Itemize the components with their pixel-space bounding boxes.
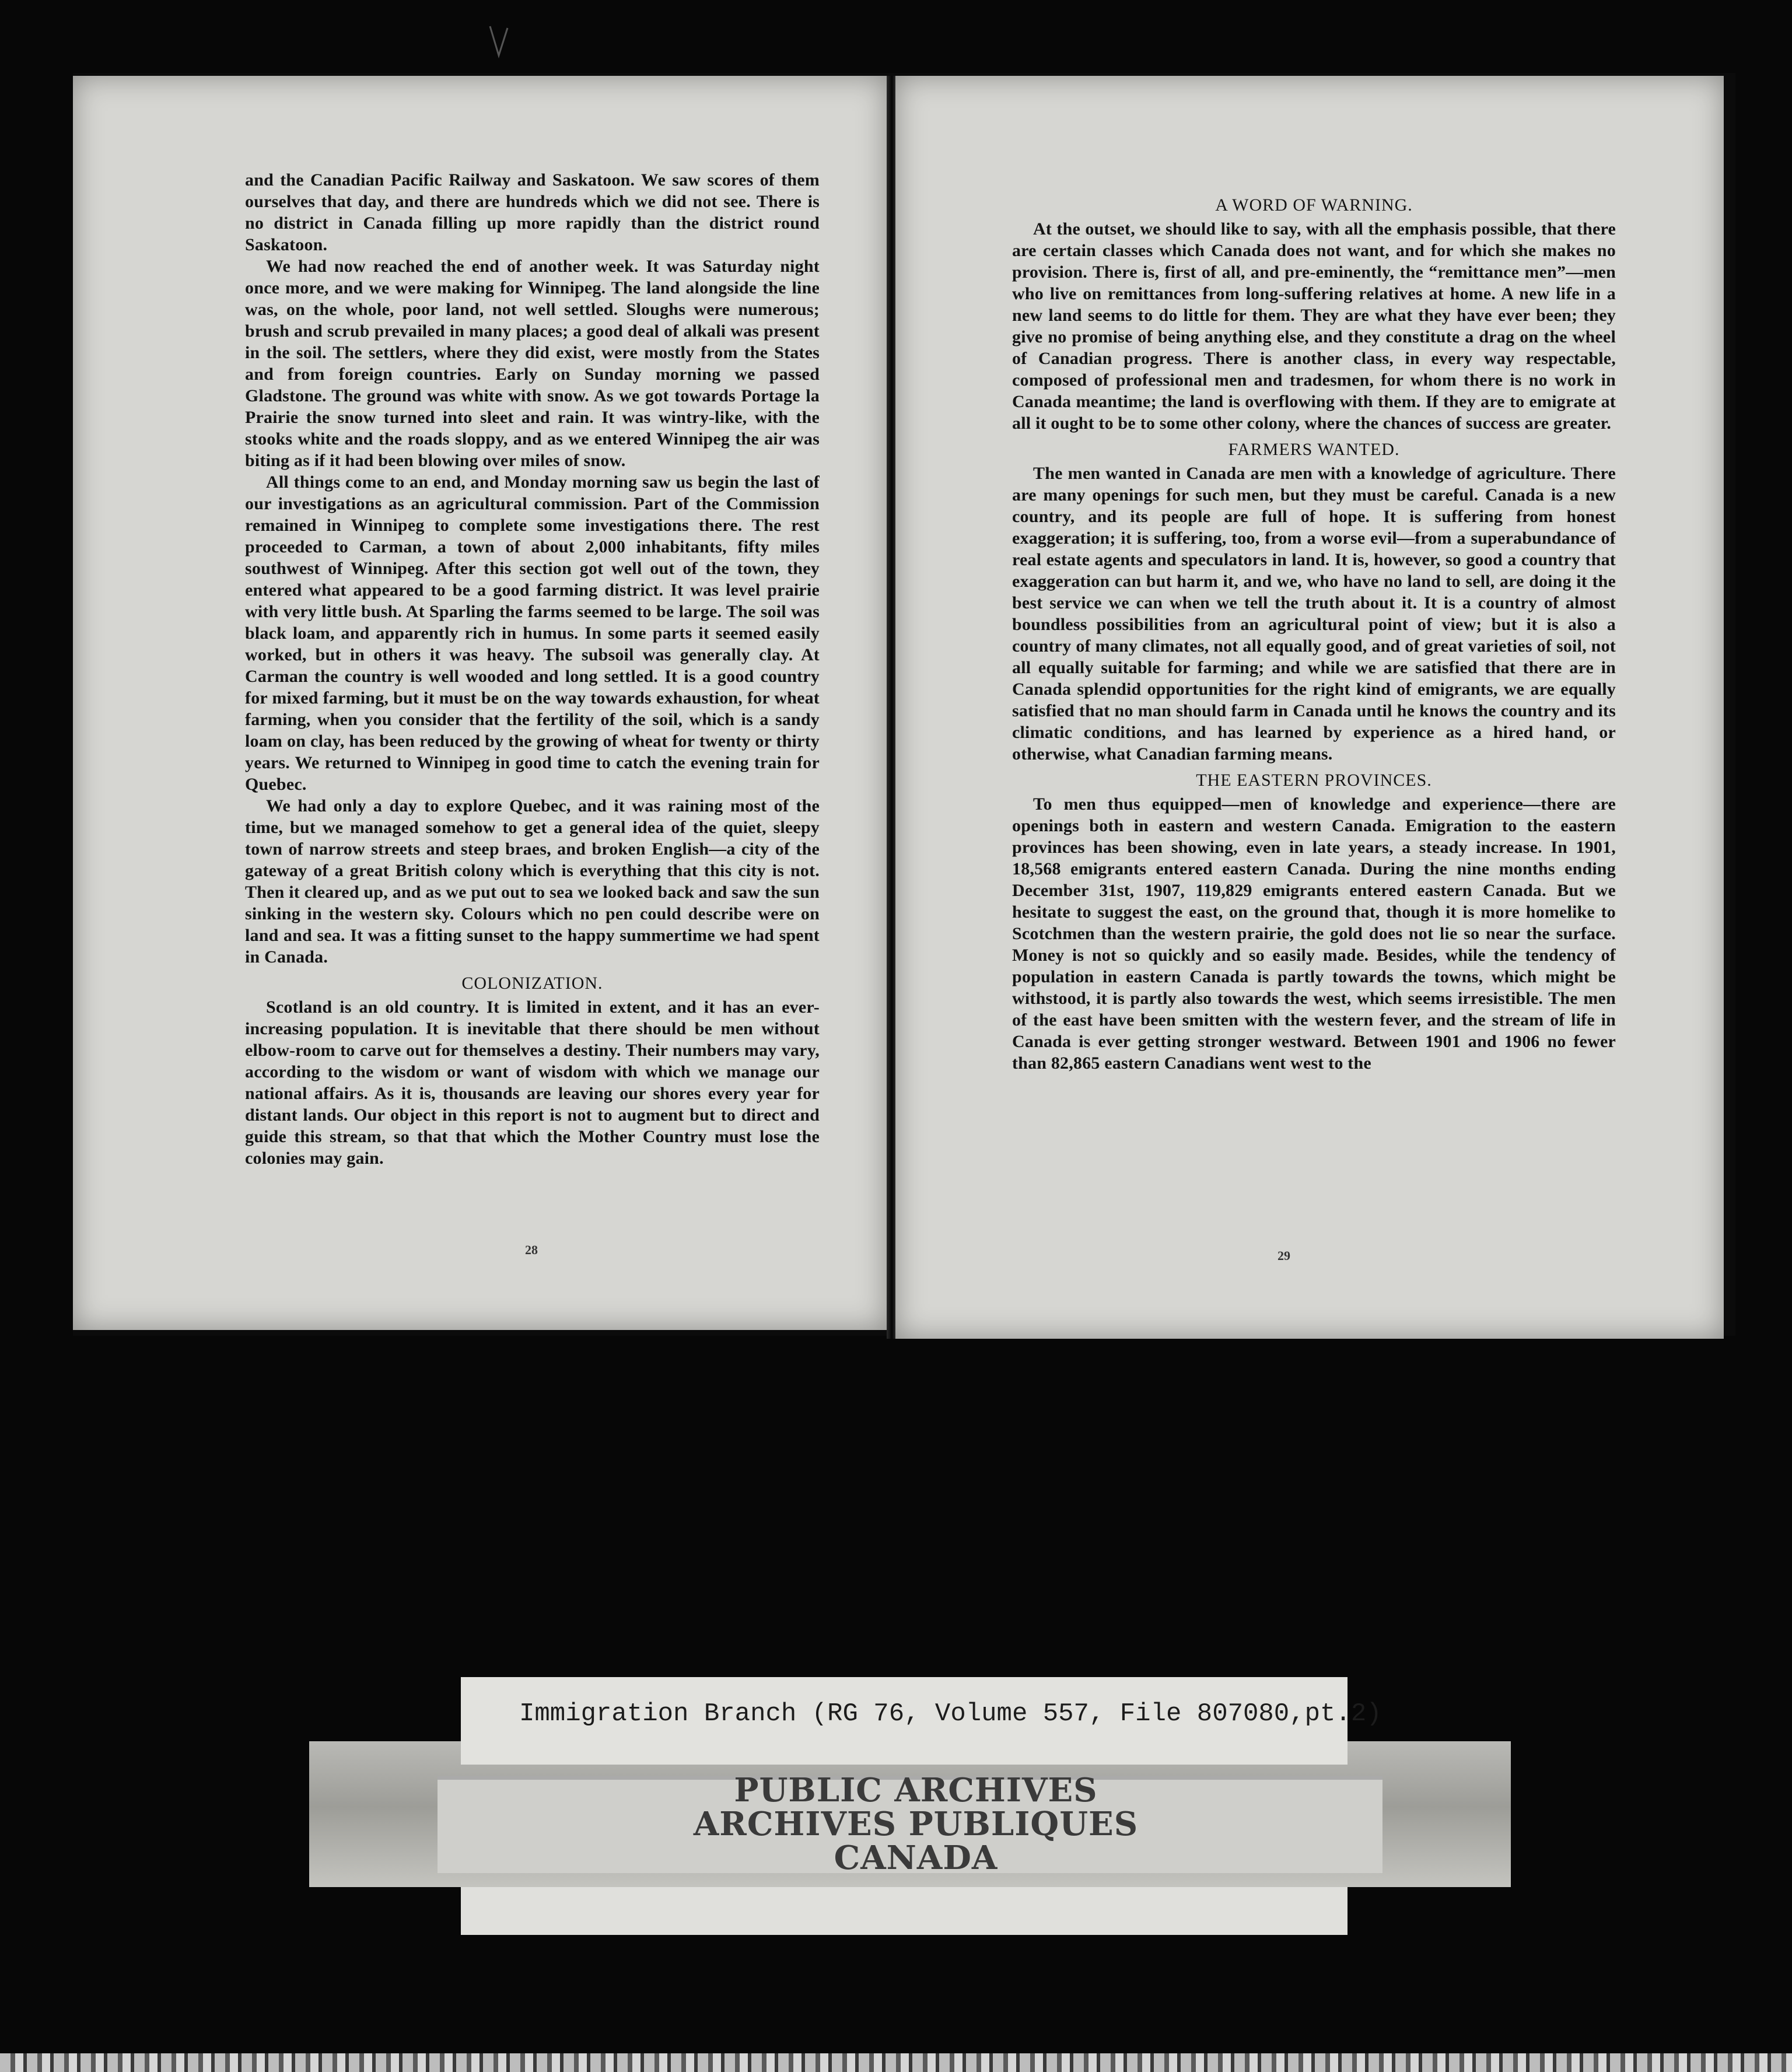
left-page-text xyxy=(245,169,820,1169)
film-edge xyxy=(0,2053,1792,2072)
page-number: 28 xyxy=(525,1242,538,1257)
paragraph: At the outset, we should like to say, with all the emphasis possible, that there are certain classes which Canada does not want, and for which she makes no provision. There is, first of all, and pre-eminently, the “remittance men”—men who live on remittances from long-suffering relatives at home. A new life in a new land seems to do little for them. They are what they have ever been; they give no promise of being anything else, and they constitute a drag on the wheel of Canadian progress. There is another class, in every way respectable, composed of professional men and tradesmen, for whom there is no work in Canada meantime; the land is overflowing with them. If they are to emigrate at all it ought to be to some other colony, where the chances of success are greater. xyxy=(1012,219,1616,433)
archive-reference-card xyxy=(461,1677,1382,1765)
paragraph: To men thus equipped—men of knowledge and experience—there are openings both in eastern and western Canada. Emigration to the eastern provinces has been showing, even in late years, a steady increase. In 1901, 18,568 emigrants entered eastern Canada. During the nine months ending December 31st, 1907, 119,829 emigrants entered eastern Canada. But we hesitate to suggest the east, on the ground that, though it is more homelike to Scotchmen than the western prairie, the gold does not lie so near the surface. Money is not so quickly and so easily made. Besides, while the tendency of population in eastern Canada is partly towards the towns, which might be withstood, it is partly also towards the west, which seems irresistible. The men of the east have been smitten with the western fever, and the stream of life in Canada is ever getting stronger westward. Between 1901 and 1906 no fewer than 82,865 eastern Canadians went west to the xyxy=(1012,794,1616,1073)
paragraph: All things come to an end, and Monday morning saw us begin the last of our investigations as an agricultural commission. Part of the Commission remained in Winnipeg to complete some investigations there. The rest proceeded to Carman, a town of about 2,000 inhabitants, fifty miles southwest of Winnipeg. After this section got well out of the town, they entered what appeared to be a good farming district. It was level prairie with very little bush. At Sparling the farms seemed to be large. The soil was black loam, and apparently rich in humus. In some parts it seemed easily worked, but in others it was heavy. The subsoil was generally clay. At Carman the country is well wooded and long settled. It is a good country for mixed farming, but it must be on the way towards exhaustion, for wheat farming, when you consider that the fertility of the soil, which is a sandy loam on clay, has been reduced by the growing of wheat for twenty or thirty years. We returned to Winnipeg in good time to catch the evening train for Quebec. xyxy=(245,473,820,794)
section-heading: FARMERS WANTED. xyxy=(1228,440,1400,459)
paragraph: We had now reached the end of another week. It was Saturday night once more, and we were making for Winnipeg. The land alongside the line was, on the whole, poor land, not well settled. Sloughs were numerous; brush and scrub prevailed in many places; a good deal of alkali was present in the soil. The settlers, where they did exist, were mostly from the States and from foreign countries. Early on Sunday morning we passed Gladstone. The ground was white with snow. As we got towards Portage la Prairie the snow turned into sleet and rain. It was wintry-like, with the stooks white and the roads sloppy, and as we entered Winnipeg the air was biting as if it had been blowing over miles of snow. xyxy=(245,257,820,470)
page-number: 29 xyxy=(1278,1248,1290,1263)
paragraph: The men wanted in Canada are men with a knowledge of agriculture. There are many openings for such men, but they must be careful. Canada is a new country, and its people are full of hope. It is suffering from honest exaggeration; it is suffering, too, from a worse evil—from a superabundance of real estate agents and speculators in land. It is, however, so good a country that exaggeration can but harm it, and we, who have no land to sell, are doing it the best service we can when we tell the truth about it. It is a country of almost boundless possibilities from an agricultural point of view; but it is also a country of many climates, not all equally good, and of great varieties of soil, not all equally suitable for farming; and while we are satisfied that there are in Canada splendid opportunities for the right kind of emigrants, we are equally satisfied that no man should farm in Canada until he knows the country and its climatic conditions, and has learned by experience as a hired hand, or otherwise, what Canadian farming means. xyxy=(1012,464,1616,764)
paragraph: Scotland is an old country. It is limited in extent, and it has an ever-increasing population. It is inevitable that there should be men without elbow-room to carve out for themselves a destiny. Their numbers may vary, according to the wisdom or want of wisdom with which we manage our national affairs. As it is, thousands are leaving our shores every year for distant lands. Our object in this report is not to augment but to direct and guide this stream, so that that which the Mother Country must lose the colonies may gain. xyxy=(245,998,820,1168)
left-page xyxy=(73,76,887,1330)
section-heading: COLONIZATION. xyxy=(461,974,603,993)
pencil-mark xyxy=(487,23,510,58)
archives-stamp xyxy=(688,1773,1143,1875)
right-page-text xyxy=(1012,190,1616,1074)
stamp-line: CANADA xyxy=(834,1839,998,1877)
lower-card xyxy=(461,1887,1348,1935)
section-heading: A WORD OF WARNING. xyxy=(1215,195,1413,215)
stamp-line: ARCHIVES PUBLIQUES xyxy=(693,1805,1139,1843)
right-page xyxy=(895,76,1724,1339)
paragraph: and the Canadian Pacific Railway and Saskatoon. We saw scores of them ourselves that day, and there are hundreds which we did not see. There is no district in Canada filling up more rapidly than the district round Saskatoon. xyxy=(245,170,820,254)
section-heading: THE EASTERN PROVINCES. xyxy=(1196,771,1432,790)
archive-reference: Immigration Branch (RG 76, Volume 557, File 807080,pt.2) xyxy=(519,1699,1382,1728)
paragraph: We had only a day to explore Quebec, and it was raining most of the time, but we managed somehow to get a general idea of the quiet, sleepy town of narrow streets and steep braes, and broken English—a city of the gateway of a great British colony which is everything that this city is not. Then it cleared up, and as we put out to sea we looked back and saw the sun sinking in the western sky. Colours which no pen could describe were on land and sea. It was a fitting sunset to the happy summertime we had spent in Canada. xyxy=(245,796,820,967)
stamp-line: PUBLIC ARCHIVES xyxy=(734,1771,1098,1810)
